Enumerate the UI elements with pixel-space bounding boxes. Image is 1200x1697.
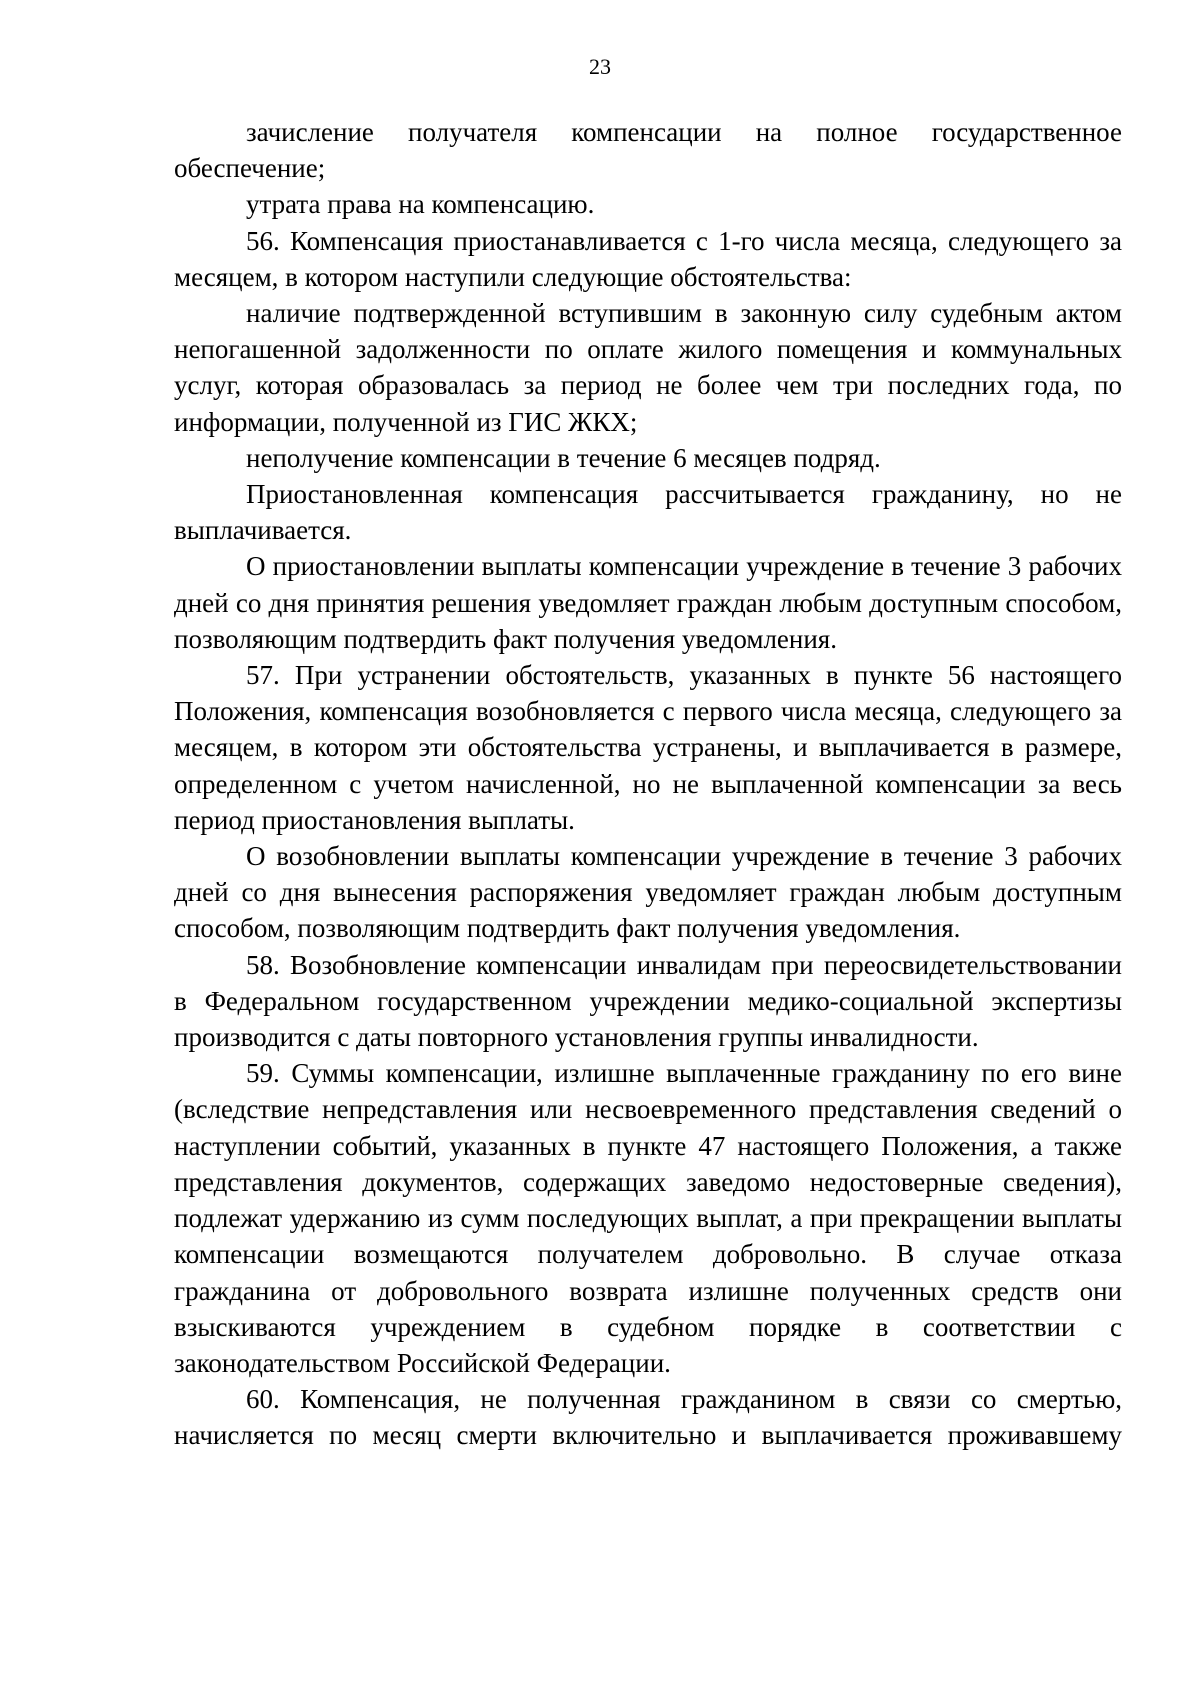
paragraph: 58. Возобновление компенсации инвалидам при переосвидетельствовании в Федеральном государственном учреждении медико-социальной экспертизы производится с даты повторного установления группы инвалидности. (174, 949, 1122, 1053)
document-body (174, 114, 1122, 1454)
paragraph: неполучение компенсации в течение 6 месяцев подряд. (246, 442, 881, 473)
paragraph: зачисление получателя компенсации на полное государственное обеспечение; (174, 117, 1122, 184)
paragraph: Приостановленная компенсация рассчитывается гражданину, но не выплачивается. (174, 479, 1122, 546)
paragraph: О приостановлении выплаты компенсации учреждение в течение 3 рабочих дней со дня принятия решения уведомляет граждан любым доступным способом, позволяющим подтвердить факт получения уведомления. (174, 551, 1122, 654)
paragraph: наличие подтвержденной вступившим в законную силу судебным актом непогашенной задолженности по оплате жилого помещения и коммунальных услуг, которая образовалась за период не более чем три последних года, по информации, полученной из ГИС ЖКХ; (174, 298, 1122, 437)
paragraph: О возобновлении выплаты компенсации учреждение в течение 3 рабочих дней со дня вынесения распоряжения уведомляет граждан любым доступным способом, позволяющим подтвердить факт получения уведомления. (174, 841, 1122, 944)
paragraph: 56. Компенсация приостанавливается с 1-го числа месяца, следующего за месяцем, в котором наступили следующие обстоятельства: (174, 225, 1122, 292)
page-number: 23 (589, 54, 611, 79)
paragraph-last: 60. Компенсация, не полученная гражданином в связи со смертью, начисляется по месяц смерти включительно и выплачивается проживавшему (174, 1384, 1122, 1451)
paragraph: 59. Суммы компенсации, излишне выплаченные гражданину по его вине (вследствие непредставления или несвоевременного представления сведений о наступлении событий, указанных в пункте 47 настоящего Положения, а также представления документов, содержащих заведомо недостоверные сведения), подлежат удержанию из сумм последующих выплат, а при прекращении выплаты компенсации возмещаются получателем добровольно. В случае отказа гражданина от добровольного возврата излишне полученных средств они взыскиваются учреждением в судебном порядке в соответствии с законодательством Российской Федерации. (174, 1058, 1122, 1378)
paragraph: утрата права на компенсацию. (246, 189, 595, 220)
paragraph: 57. При устранении обстоятельств, указанных в пункте 56 настоящего Положения, компенсация возобновляется с первого числа месяца, следующего за месяцем, в котором эти обстоятельства устранены, и выплачивается в размере, определенном с учетом начисленной, но не выплаченной компенсации за весь период приостановления выплаты. (174, 660, 1122, 835)
